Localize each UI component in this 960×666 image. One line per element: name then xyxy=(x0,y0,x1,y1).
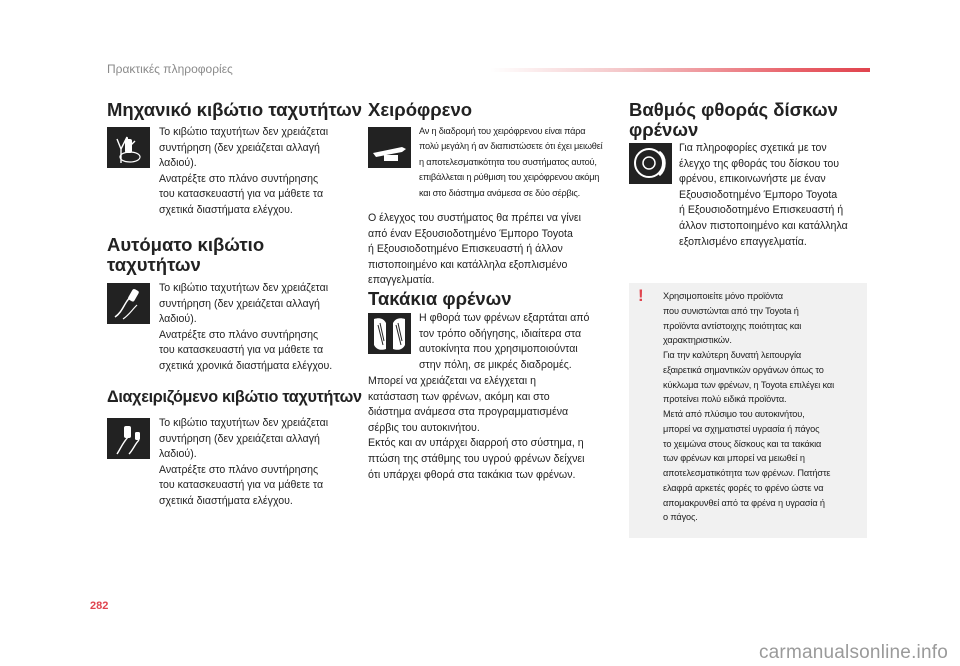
automatic-gearbox-icon xyxy=(107,283,150,324)
brake-discs-title-line1: Βαθμός φθοράς δίσκων xyxy=(629,99,838,120)
handbrake-title: Χειρόφρενο xyxy=(368,99,473,120)
piloted-gearbox-icon xyxy=(107,418,150,459)
warning-text: Χρησιμοποιείτε μόνο προϊόντα που συνιστώνται από την Toyota ή προϊόντα αντίστοιχης ποιότητας και χαρακτηριστικών. Για την καλύτερη δυνατή λειτουργία εξαιρετικά σημαντικών οργάνων όπως το κύκλωμα των φρένων, η Toyota επιλέγει και προτείνει πολύ ειδικά προϊόντα. Μετά από πλύσιμο του αυτοκινήτου, μπορεί να σχηματιστεί υγρασία ή πάγος το χειμώνα στους δίσκους και τα τακάκια των φρένων και μπορεί να μειωθεί η αποτελεσματικότητα των φρένων. Πατήστε ελαφρά αρκετές φορές το φρένο ώστε να απομακρυνθεί από τα φρένα η υγρασία ή ο πάγος. xyxy=(663,291,834,523)
automatic-gearbox-title-line2: ταχυτήτων xyxy=(107,254,201,275)
warning-icon: ! xyxy=(638,286,644,305)
brake-discs-title-line2: φρένων xyxy=(629,119,699,140)
handbrake-narrow-text: Αν η διαδρομή του χειρόφρενου είναι πάρα πολύ μεγάλη ή αν διαπιστώσετε ότι έχει μειωθεί η αποτελεσματικότητα του συστήματος αυτού, επιβάλλεται η ρύθμιση του χειρόφρενου ακόμη και στο διάστημα ανάμεσα σε δύο σέρβις. xyxy=(419,126,603,198)
automatic-gearbox-title-line1: Αυτόματο κιβώτιο xyxy=(107,234,265,255)
page-number: 282 xyxy=(90,600,109,612)
warning-box xyxy=(629,283,867,538)
brake-pads-title: Τακάκια φρένων xyxy=(368,288,512,309)
header-accent-bar xyxy=(490,68,870,72)
brake-pads-text: Μπορεί να χρειάζεται να ελέγχεται η κατάσταση των φρένων, ακόμη και στο διάστημα ανάμεσα στα προγραμματισμένα σέρβις του αυτοκινήτου. Εκτός και αν υπάρχει διαρροή στο σύστημα, η πτώση της στάθμης του υγρού φρένων δείχνει ότι υπάρχει φθορά στα τακάκια των φρένων. xyxy=(368,375,585,481)
brake-pads-icon xyxy=(368,313,411,354)
manual-gearbox-title: Μηχανικό κιβώτιο ταχυτήτων xyxy=(107,99,363,120)
automatic-gearbox-text: Το κιβώτιο ταχυτήτων δεν χρειάζεται συντήρηση (δεν χρειάζεται αλλαγή λαδιού). Ανατρέξτε στο πλάνο συντήρησης του κατασκευαστή για να μάθετε τα σχετικά χρονικά διαστήματα ελέγχου. xyxy=(159,282,333,372)
section-header-title: Πρακτικές πληροφορίες xyxy=(107,62,233,76)
handbrake-icon xyxy=(368,127,411,168)
brake-discs-text: Για πληροφορίες σχετικά με τον έλεγχο της φθοράς του δίσκου του φρένου, επικοινωνήστε με έναν Εξουσιοδοτημένο Έμπορο Toyota ή Εξουσιοδοτημένο Επισκευαστή ή άλλον πιστοποιημένο και κατάλληλα εξοπλισμένο επαγγελματία. xyxy=(679,142,848,248)
brake-disc-icon xyxy=(629,143,672,184)
manual-gearbox-icon xyxy=(107,127,150,168)
handbrake-text: Ο έλεγχος του συστήματος θα πρέπει να γίνει από έναν Εξουσιοδοτημένο Έμπορο Toyota ή Εξουσιοδοτημένο Επισκευαστή ή άλλον πιστοποιημένο και κατάλληλα εξοπλισμένο επαγγελματία. xyxy=(368,212,581,287)
brake-pads-side-text: Η φθορά των φρένων εξαρτάται από τον τρόπο οδήγησης, ιδιαίτερα στα αυτοκίνητα που χρησιμοποιούνται στην πόλη, σε μικρές διαδρομές. xyxy=(419,312,590,371)
footer-watermark: carmanualsonline.info xyxy=(758,642,948,663)
piloted-gearbox-title: Διαχειριζόμενο κιβώτιο ταχυτήτων xyxy=(107,388,362,406)
piloted-gearbox-text: Το κιβώτιο ταχυτήτων δεν χρειάζεται συντήρηση (δεν χρειάζεται αλλαγή λαδιού). Ανατρέξτε στο πλάνο συντήρησης του κατασκευαστή για να μάθετε τα σχετικά διαστήματα ελέγχου. xyxy=(159,417,329,507)
manual-gearbox-text: Το κιβώτιο ταχυτήτων δεν χρειάζεται συντήρηση (δεν χρειάζεται αλλαγή λαδιού). Ανατρέξτε στο πλάνο συντήρησης του κατασκευαστή για να μάθετε τα σχετικά διαστήματα ελέγχου. xyxy=(159,126,329,216)
